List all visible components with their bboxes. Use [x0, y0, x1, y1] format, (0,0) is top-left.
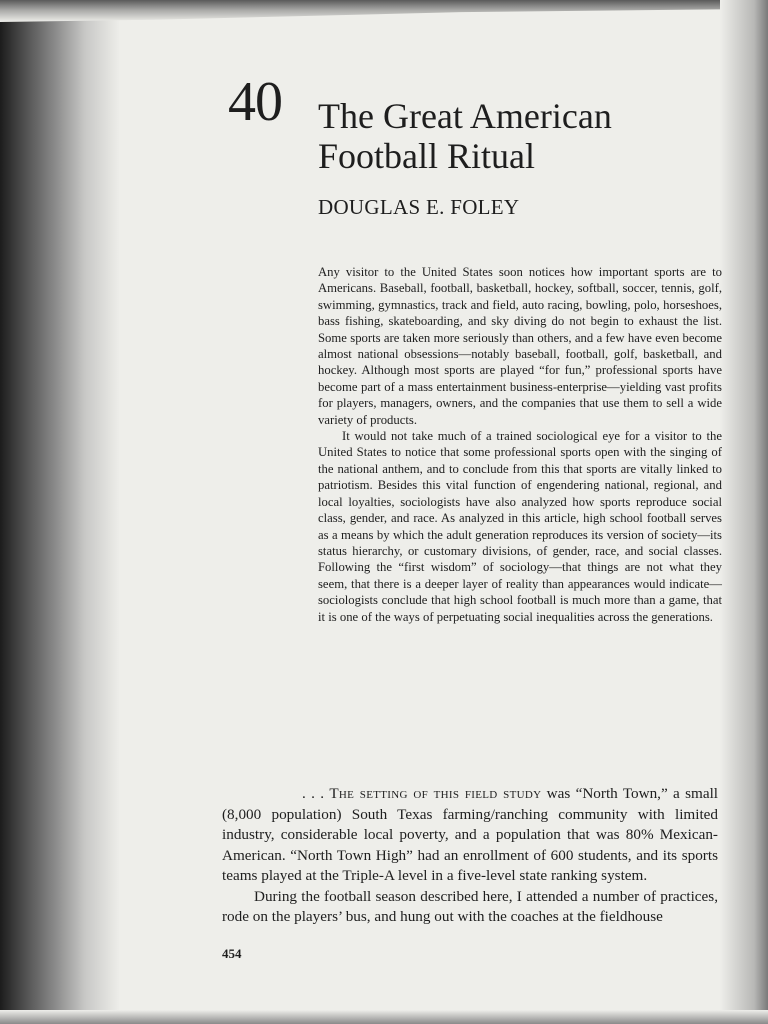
article-body: [222, 784, 718, 928]
body-paragraph: [222, 784, 718, 887]
scan-bottom-shadow: [0, 1010, 768, 1024]
page-number: 454: [222, 946, 242, 961]
paragraph-text: was “North Town,” a small (8,000 population) South Texas farming/ranching community with limited industry, considerable local poverty, and a population that was 80% Mexican-American. “North Town High” had an enrollment of 600 students, and its sports teams played at the Triple-A level in a five-level state ranking system.: [222, 785, 719, 884]
intro-paragraph: It would not take much of a trained sociological eye for a visitor to the United States to notice that some professional sports open with the singing of the national anthem, and to conclude from this that sports are vitally linked to patriotism. Besides this vital function of engendering national, regional, and local loyalties, sociologists have also analyzed how sports reproduce social class, gender, and race. As analyzed in this article, high school football serves as a means by which the adult generation reproduces its version of society—its status hierarchy, or customary divisions, of gender, race, and social classes. Following the “first wisdom” of sociology—that things are not what they seem, that there is a deeper layer of reality than appearances would indicate—sociologists conclude that high school football is much more than a game, that it is one of the ways of perpetuating social inequalities across the generations.: [318, 429, 722, 624]
lead-ellipsis: . . .: [302, 785, 330, 802]
scan-top-shadow: [0, 0, 768, 22]
scan-binding-shadow: [0, 0, 120, 1024]
chapter-author: DOUGLAS E. FOLEY: [318, 195, 520, 219]
scan-right-shadow: [720, 0, 768, 1024]
chapter-number: 40: [228, 71, 282, 133]
intro-paragraph: Any visitor to the United States soon notices how important sports are to Americans. Baseball, football, basketball, hockey, softball, soccer, tennis, golf, swimming, gymnastics, track and field, auto racing, bowling, polo, horseshoes, bass fishing, skateboarding, and sky diving do not begin to exhaust the list. Some sports are taken more seriously than others, and a few have even become almost national obsessions—notably baseball, football, golf, basketball, and hockey. Although most sports are played “for fun,” professional sports have become part of a mass entertainment business-enterprise—yielding vast profits for players, managers, owners, and the companies that use them to sell a wide variety of products.: [318, 265, 722, 427]
body-paragraph: During the football season described here, I attended a number of practices, rode on the players’ bus, and hung out with the coaches at the fieldhouse: [222, 887, 718, 925]
lead-in-smallcaps: The setting of this field study: [329, 785, 542, 802]
chapter-introduction: [318, 264, 722, 625]
chapter-title: The Great American Football Ritual: [318, 96, 612, 176]
